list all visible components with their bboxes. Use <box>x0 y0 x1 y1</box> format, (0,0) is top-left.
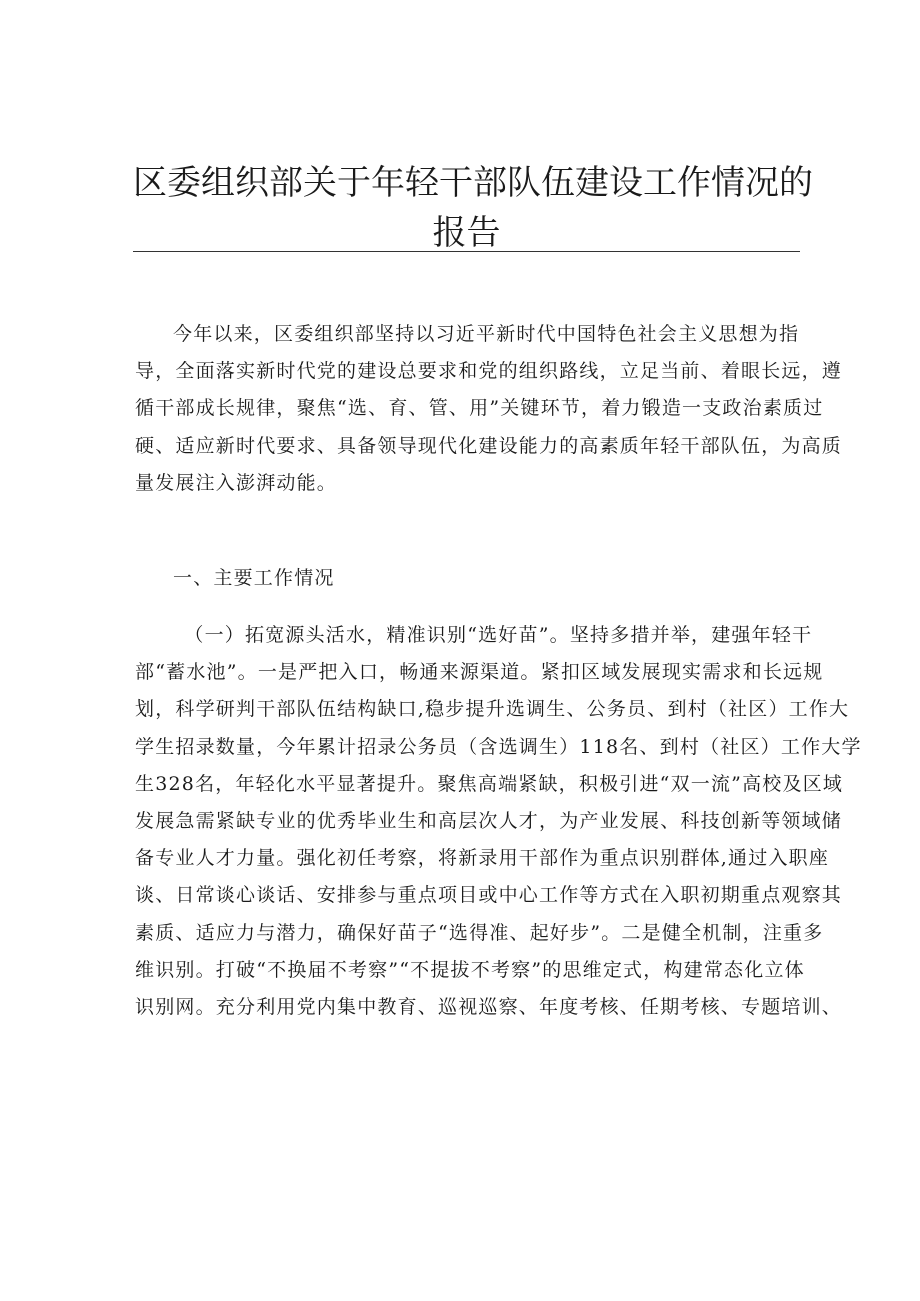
title-divider <box>133 251 800 252</box>
subsection-line-6: 发展急需紧缺专业的优秀毕业生和高层次人才，为产业发展、科技创新等领域储 <box>135 810 843 833</box>
subsection-line-10: 维识别。打破“不换届不考察”“不提拔不考察”的思维定式，构建常态化立体 <box>135 958 805 981</box>
subsection-line-8: 谈、日常谈心谈话、安排参与重点项目或中心工作等方式在入职初期重点观察其 <box>135 884 843 907</box>
intro-line-5: 量发展注入澎湃动能。 <box>135 471 338 494</box>
document-title <box>133 158 813 258</box>
subsection-paragraph <box>135 617 862 1026</box>
intro-line-4: 硬、适应新时代要求、具备领导现代化建设能力的高素质年轻干部队伍，为高质 <box>135 434 843 457</box>
intro-line-3: 循干部成长规律，聚焦“选、育、管、用”关键环节，着力锻造一支政治素质过 <box>135 397 824 420</box>
intro-line-2: 导，全面落实新时代党的建设总要求和党的组织路线，立足当前、着眼长远，遵 <box>135 360 843 383</box>
title-line-1: 区委组织部关于年轻干部队伍建设工作情况的 <box>133 163 813 203</box>
subsection-line-3: 划，科学研判干部队伍结构缺口,稳步提升选调生、公务员、到村（社区）工作大 <box>135 698 850 721</box>
subsection-line-5: 生328名，年轻化水平显著提升。聚焦高端紧缺，积极引进“双一流”高校及区域 <box>135 772 844 795</box>
subsection-line-11: 识别网。充分利用党内集中教育、巡视巡察、年度考核、任期考核、专题培训、 <box>135 996 843 1019</box>
intro-paragraph <box>135 316 843 502</box>
subsection-line-7: 备专业人才力量。强化初任考察，将新录用干部作为重点识别群体,通过入职座 <box>135 847 830 870</box>
subsection-line-9: 素质、适应力与潜力，确保好苗子“选得准、起好步”。二是健全机制，注重多 <box>135 921 824 944</box>
section-heading-text: 一、主要工作情况 <box>173 567 335 589</box>
intro-line-1: 今年以来，区委组织部坚持以习近平新时代中国特色社会主义思想为指 <box>173 323 800 345</box>
section-heading <box>135 560 800 597</box>
subsection-line-4: 学生招录数量，今年累计招录公务员（含选调生）118名、到村（社区）工作大学 <box>135 735 862 758</box>
title-line-2: 报告 <box>432 213 501 253</box>
subsection-line-2: 部“蓄水池”。一是严把入口，畅通来源渠道。紧扣区域发展现实需求和长远规 <box>135 661 824 684</box>
subsection-line-1: （一）拓宽源头活水，精准识别“选好苗”。坚持多措并举，建强年轻干 <box>184 624 813 646</box>
